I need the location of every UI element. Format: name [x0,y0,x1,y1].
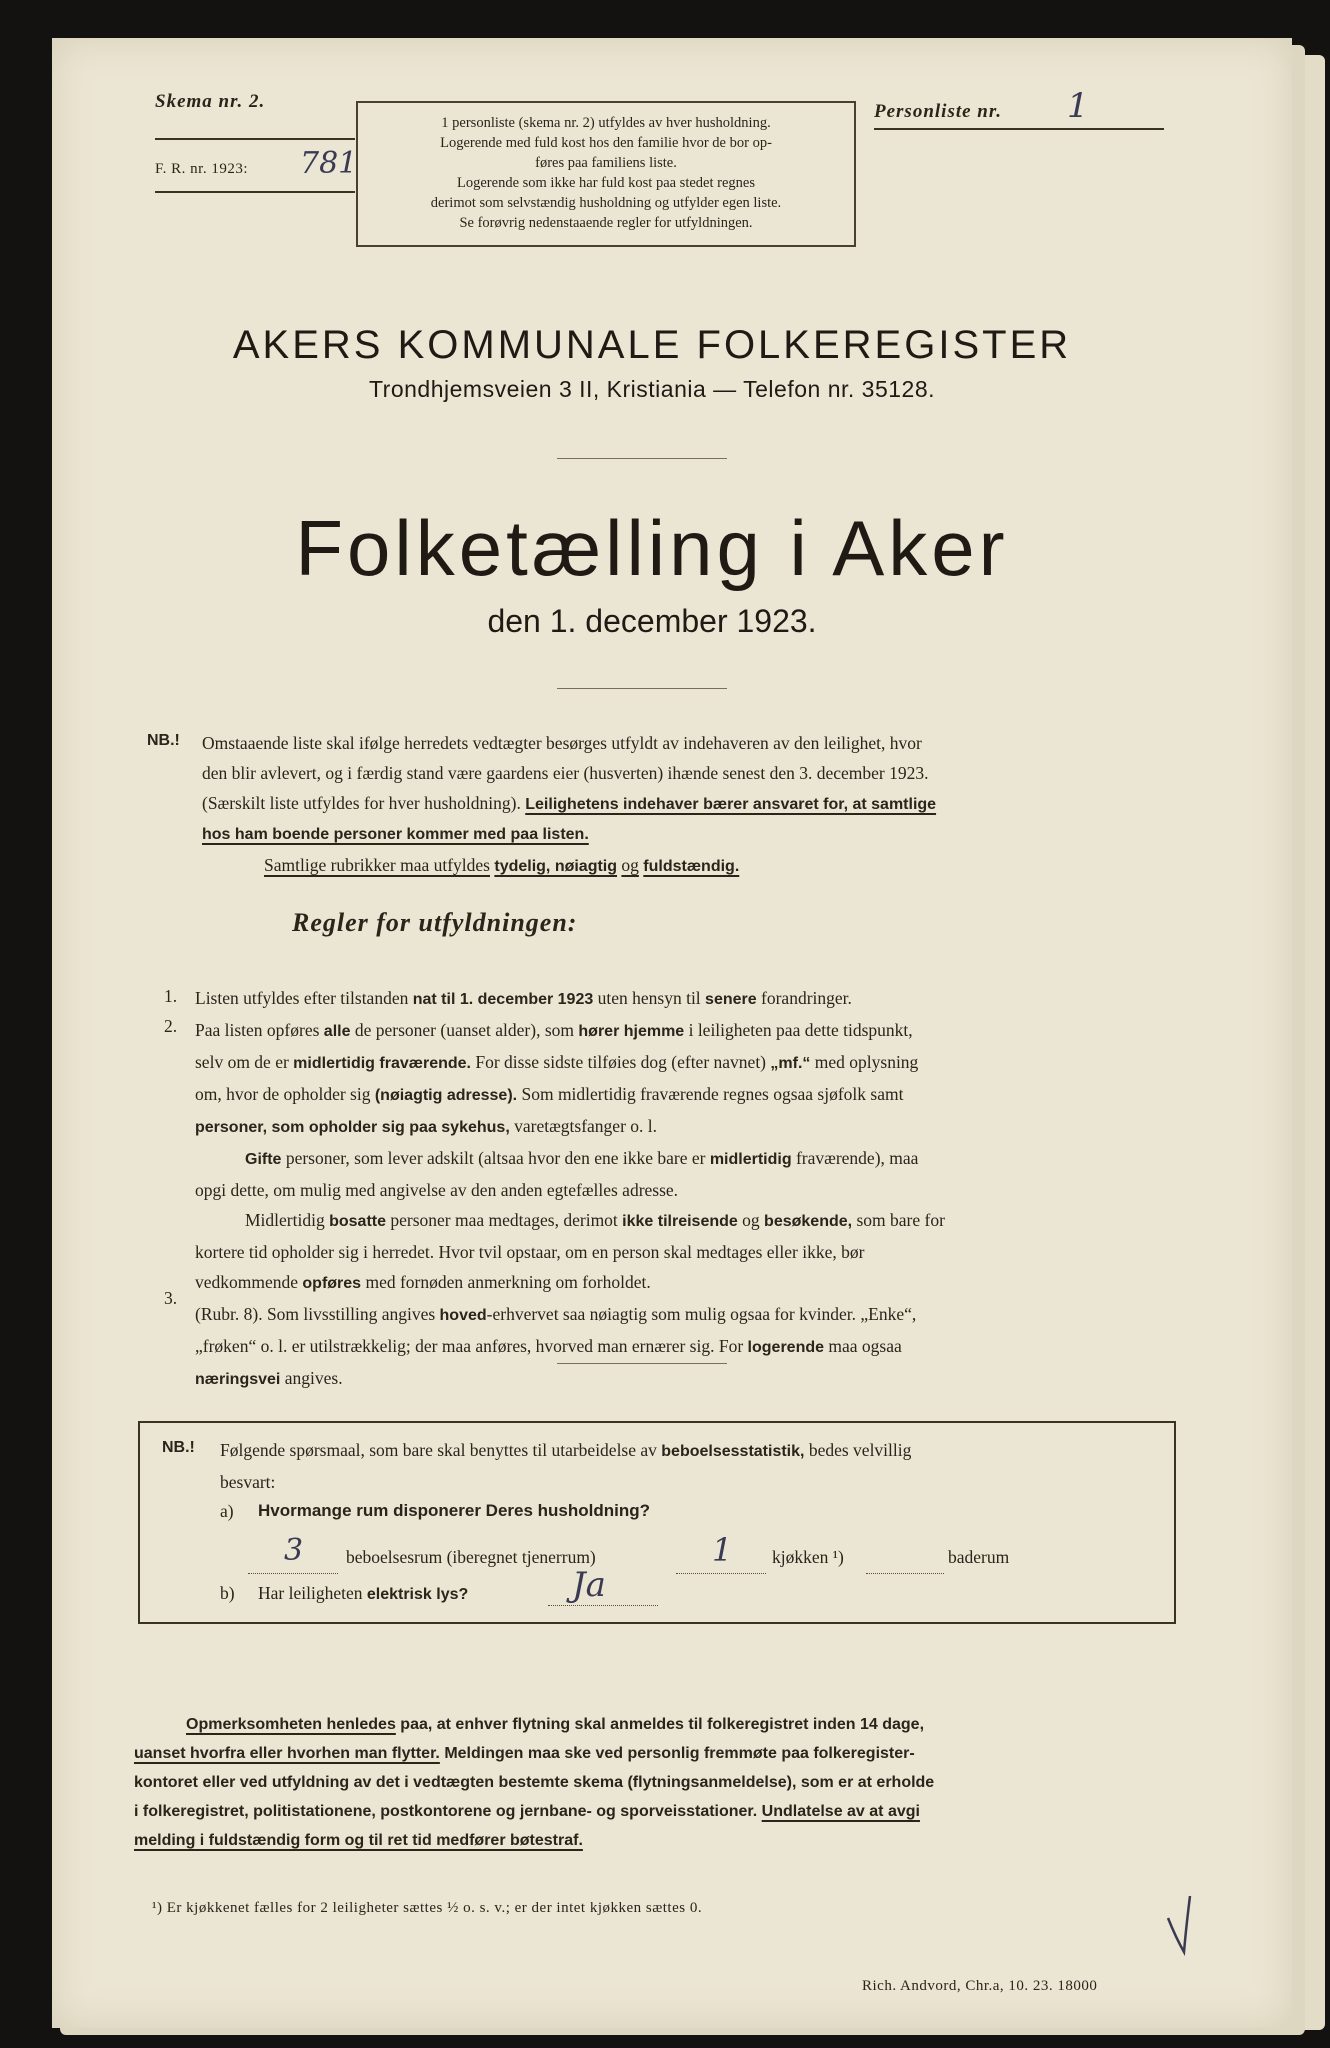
text-span: Listen utfyldes efter tilstanden [195,988,409,1008]
bath-field[interactable] [866,1541,944,1574]
text-span: personer, som lever adskilt (altsaa hvor den ene ikke bare er [285,1148,706,1168]
emphasis: elektrisk lys? [366,1586,469,1603]
emphasis: besøkende, [764,1213,853,1230]
text-span: angives. [284,1368,343,1388]
question-b-label: b) [220,1583,235,1603]
emphasis: uanset hvorfra eller hvorhen man flytter. [134,1745,440,1762]
emphasis: ikke tilreisende [622,1213,738,1230]
text-span: Meldingen maa ske ved personlig fremmøte paa folkeregister- [444,1745,915,1762]
text-line [195,1267,1177,1299]
info-line: Logerende med fuld kost hos den familie hvor de bor op- [440,135,772,151]
text-span: fraværende), maa [795,1148,919,1168]
text-line [134,1710,1176,1739]
text-span: som bare for [856,1210,945,1230]
text-span: selv om de er [195,1052,289,1072]
header-rule-1 [155,138,355,140]
question-a: Hvormange rum disponerer Deres husholdning? [258,1501,651,1520]
emphasis: tydelig, nøiagtig [494,858,618,875]
text-span: og [621,855,639,875]
text-line [202,850,1177,882]
emphasis: (nøiagtig adresse). [374,1087,518,1104]
text-line [195,1143,1177,1175]
info-line: Se forøvrig nedenstaaende regler for utfyldningen. [459,215,753,231]
text-line [195,1079,1177,1111]
document-page [52,38,1292,2028]
separator [557,1363,727,1364]
emphasis: personer, som opholder sig paa sykehus, [195,1119,510,1136]
rules-heading: Regler for utfyldningen: [292,908,578,937]
text-span: personer maa medtages, derimot [390,1210,618,1230]
text-span: med oplysning [814,1052,919,1072]
text-span: uten hensyn til [597,988,701,1008]
question-b [258,1583,468,1604]
text-span: med fornøden anmerkning om forholdet. [365,1272,651,1292]
rooms-field[interactable] [248,1533,338,1574]
rule-number: 2. [164,1016,178,1036]
text-span: forandringer. [761,988,852,1008]
header-rule-2 [155,191,355,193]
footnote: ¹) Er kjøkkenet fælles for 2 leiligheter sættes ½ o. s. v.; er der intet kjøkken sættes 0. [152,1900,703,1916]
org-address: Trondhjemsveien 3 II, Kristiania — Telefon nr. 35128. [368,376,936,402]
personliste-number: 1 [1067,86,1089,126]
separator [557,688,727,689]
text-line: opgi dette, om mulig med angivelse av den anden egtefælles adresse. [195,1180,679,1200]
text-line: besvart: [220,1472,276,1492]
emphasis: logerende [747,1339,825,1356]
text-line: den blir avlevert, og i færdig stand være gaardens eier (husverten) ihænde senest den 3. december 1923. [202,763,929,783]
text-span: „frøken“ o. l. er utilstrækkelig; der maa anføres, hvorved man ernærer sig. For [195,1336,744,1356]
housing-questions-box [138,1421,1176,1624]
header-rule-3 [874,128,1164,130]
info-line: derimot som selvstændig husholdning og utfylder egen liste. [430,195,782,211]
org-title: AKERS KOMMUNALE FOLKEREGISTER [232,323,1072,367]
text-line [195,1111,1177,1143]
printer-imprint: Rich. Andvord, Chr.a, 10. 23. 18000 [862,1978,1098,1994]
main-title: Folketælling i Aker [295,504,1009,592]
info-line: 1 personliste (skema nr. 2) utfyldes av hver husholdning. [441,115,771,131]
text-span: i leiligheten paa dette tidspunkt, [688,1020,913,1040]
info-line: Logerende som ikke har fuld kost paa stedet regnes [457,175,755,191]
text-span: (Særskilt liste utfyldes for hver husholdning). [202,793,521,813]
emphasis: hoved [439,1307,487,1324]
text-span: i folkeregistret, politistationene, postkontorene og jernbane- og sporveisstationer. [134,1803,758,1820]
text-line [195,1015,1177,1047]
census-date: den 1. december 1923. [487,603,817,639]
emphasis: Leilighetens indehaver bærer ansvaret for, at samtlige [525,796,937,813]
bath-label: baderum [948,1547,1010,1567]
text-line: hos ham boende personer kommer med paa listen. [202,826,589,843]
fr-number: 781 [300,146,358,181]
text-span: varetægtsfanger o. l. [514,1116,658,1136]
kitchen-label: kjøkken ¹) [772,1547,844,1567]
rooms-value: 3 [284,1533,304,1568]
personliste-label: Personliste nr. [874,101,1002,122]
text-line [134,1797,1176,1826]
moving-notice [134,1710,1176,1855]
text-line [195,1299,1177,1331]
text-line [195,1363,1177,1395]
nb-label: NB.! [147,732,180,749]
kitchen-field[interactable] [676,1531,766,1574]
emphasis: nat til 1. december 1923 [412,991,594,1008]
text-line: kontoret eller ved utfyldning av det i vedtægten bestemte skema (flytningsanmeldelse), som er at erholde [134,1774,935,1791]
emphasis: næringsvei [195,1371,281,1388]
emphasis: fuldstændig. [643,858,740,875]
question-a-label: a) [220,1501,234,1521]
emphasis: opføres [302,1275,362,1292]
text-line [202,788,1177,820]
text-line [195,1205,1177,1237]
rule-number: 1. [164,986,178,1006]
text-span: For disse sidste tilføies dog (efter navnet) [475,1052,767,1072]
emphasis: bosatte [329,1213,386,1230]
nb-label: NB.! [162,1439,195,1456]
rule-number: 3. [164,1288,178,1308]
text-line: kortere tid opholder sig i herredet. Hvor tvil opstaar, om en person skal medtages eller ikke, bør [195,1242,865,1262]
info-line: føres paa familiens liste. [535,155,677,171]
emphasis: midlertidig fraværende. [293,1055,471,1072]
fr-label: F. R. nr. 1923: [155,161,248,177]
text-span: maa ogsaa [828,1336,902,1356]
info-box [356,101,856,247]
emphasis: senere [705,991,757,1008]
emphasis: alle [323,1023,351,1040]
skema-label: Skema nr. 2. [155,91,266,112]
text-span: Paa listen opføres [195,1020,320,1040]
text-line: Omstaaende liste skal ifølge herredets vedtægter besørges utfyldt av indehaveren av den leilighet, hvor [202,733,922,753]
electric-field[interactable] [548,1565,658,1606]
emphasis: „mf.“ [770,1055,811,1072]
text-span: de personer (uanset alder), som [354,1020,575,1040]
text-span: Følgende spørsmaal, som bare skal benyttes til utarbeidelse av [220,1440,657,1460]
text-line [134,1739,1176,1768]
text-span: Som midlertidig fraværende regnes ogsaa sjøfolk samt [521,1084,904,1104]
text-span: (Rubr. 8). Som livsstilling angives [195,1304,436,1324]
text-line [195,983,1177,1015]
rooms-label: beboelsesrum (iberegnet tjenerrum) [346,1547,596,1567]
text-span: bedes velvillig [808,1440,912,1460]
emphasis: Gifte [245,1151,282,1168]
text-span: om, hvor de opholder sig [195,1084,371,1104]
text-span: og [742,1210,760,1230]
emphasis: beboelsesstatistik, [661,1443,805,1460]
emphasis: midlertidig [709,1151,792,1168]
text-span: paa, at enhver flytning skal anmeldes til folkeregistret inden 14 dage, [400,1716,925,1733]
nb1-paragraph [202,728,1177,882]
text-span: vedkommende [195,1272,299,1292]
separator [557,458,727,459]
emphasis: Opmerksomheten henledes [186,1716,396,1733]
text-line [220,1435,1160,1467]
emphasis: hører hjemme [578,1023,685,1040]
text-line: melding i fuldstændig form og til ret tid medfører bøtestraf. [134,1832,583,1849]
kitchen-value: 1 [712,1531,733,1569]
electric-value: Ja [572,1565,606,1605]
text-line [195,1331,1177,1363]
housing-intro [220,1435,1160,1497]
check-mark-icon [1162,1888,1202,1958]
text-span: Midlertidig [245,1210,325,1230]
text-span: Samtlige rubrikker maa utfyldes [264,855,490,875]
text-span: -erhvervet saa nøiagtig som mulig ogsaa for kvinder. „Enke“, [486,1304,917,1324]
rules-text [195,983,1177,1395]
text-line [195,1047,1177,1079]
emphasis: Undlatelse av at avgi [761,1803,920,1820]
text-span: Har leiligheten [258,1583,363,1603]
